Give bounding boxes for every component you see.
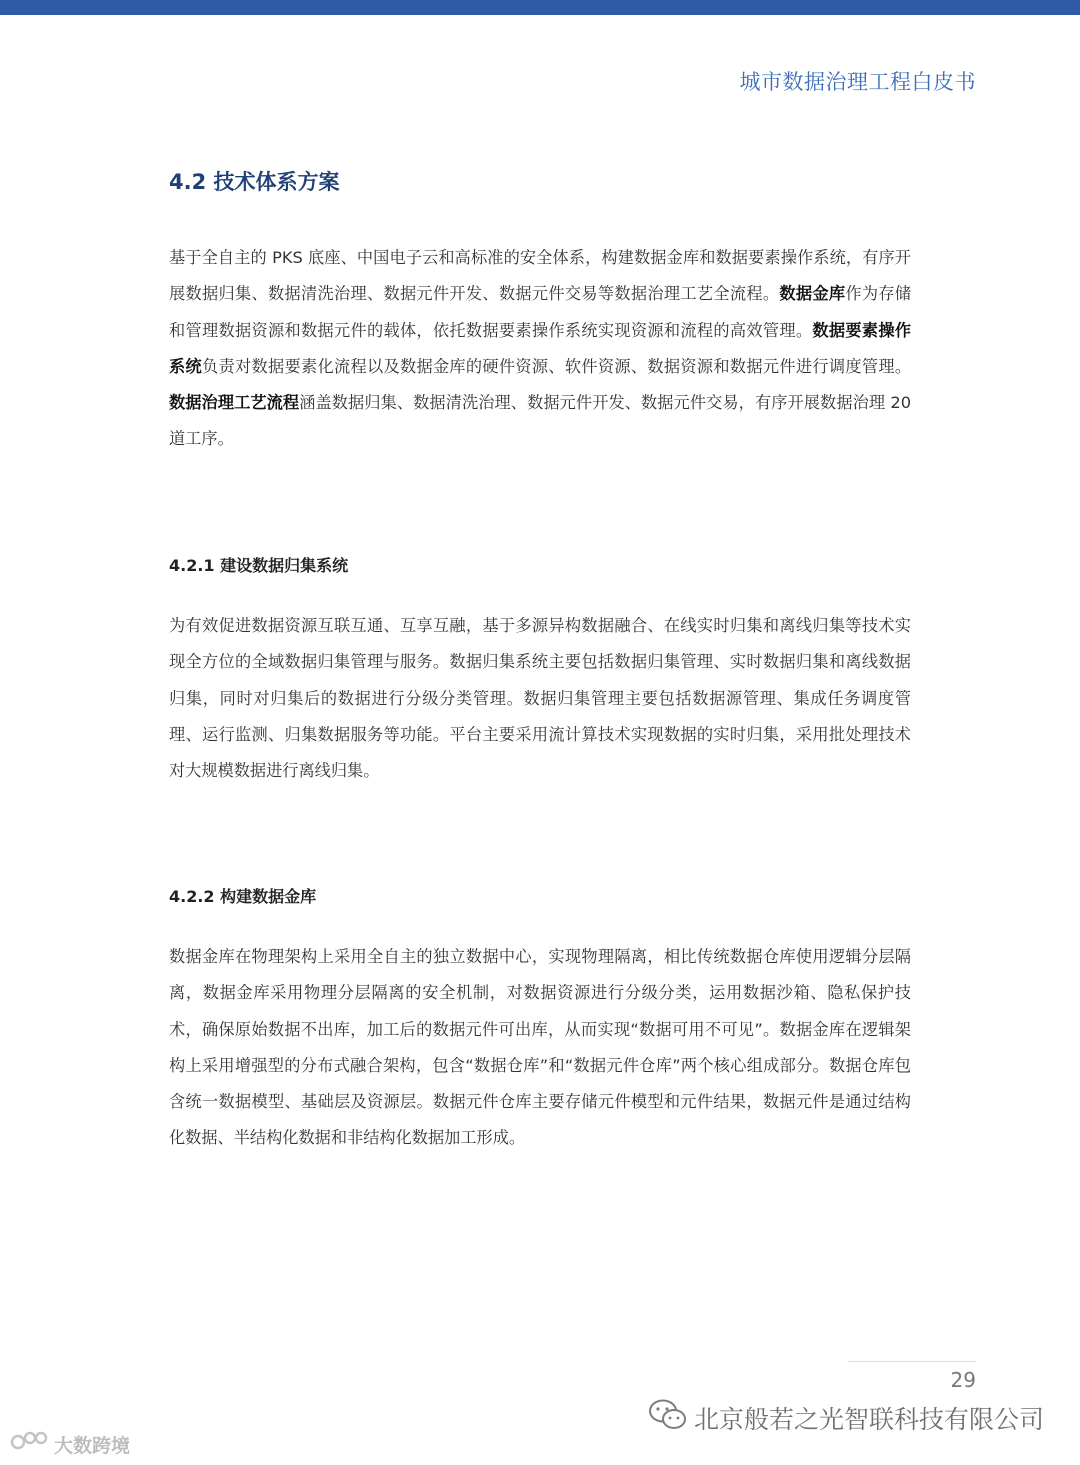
footer-divider xyxy=(848,1361,976,1362)
top-accent-bar xyxy=(0,0,1080,15)
section-intro-paragraph xyxy=(169,240,911,458)
wechat-icon xyxy=(648,1398,688,1438)
section-title: 4.2 技术体系方案 xyxy=(169,170,340,194)
watermark-brand-text: 大数跨境 xyxy=(54,1435,131,1457)
watermark-company-text: 北京般若之光智联科技有限公司 xyxy=(693,1405,1044,1434)
subsection-1-title: 4.2.1 建设数据归集系统 xyxy=(169,556,349,575)
intro-text-1: 基于全自主的 PKS 底座、中国电子云和高标准的安全体系，构建数据金库和数据要素操作系统，有序开展数据归集、数据清洗治理、数据元件开发、数据元件交易等数据治理工艺全流程。 xyxy=(169,248,911,304)
intro-bold-1: 数据金库 xyxy=(779,284,846,304)
intro-text-4: 涵盖数据归集、数据清洗治理、数据元件开发、数据元件交易，有序开展数据治理 20 道工序。 xyxy=(169,393,911,449)
intro-text-2: 作为存储和管理数据资源和数据元件的载体，依托数据要素操作系统实现资源和流程的高效管理。 xyxy=(169,284,912,340)
subsection-1-paragraph: 为有效促进数据资源互联互通、互享互融，基于多源异构数据融合、在线实时归集和离线归集等技术实现全方位的全域数据归集管理与服务。数据归集系统主要包括数据归集管理、实时数据归集和离线数据归集，同时对归集后的数据进行分级分类管理。数据归集管理主要包括数据源管理、集成任务调度管理、运行监测、归集数据服务等功能。平台主要采用流计算技术实现数据的实时归集，采用批处理技术对大规模数据进行离线归集。 xyxy=(169,616,911,781)
intro-bold-2: 数据要素操作系统 xyxy=(169,320,912,376)
watermark-company xyxy=(648,1398,1044,1438)
intro-text-3: 负责对数据要素化流程以及数据金库的硬件资源、软件资源、数据资源和数据元件进行调度管理。 xyxy=(202,356,912,376)
subsection-2-title: 4.2.2 构建数据金库 xyxy=(169,887,317,906)
brand-logo-icon xyxy=(10,1430,48,1459)
watermark-brand xyxy=(10,1430,130,1459)
page-number: 29 xyxy=(950,1368,976,1392)
running-header: 城市数据治理工程白皮书 xyxy=(739,70,976,94)
subsection-2-paragraph: 数据金库在物理架构上采用全自主的独立数据中心，实现物理隔离，相比传统数据仓库使用逻辑分层隔离，数据金库采用物理分层隔离的安全机制，对数据资源进行分级分类，运用数据沙箱、隐私保护技术，确保原始数据不出库，加工后的数据元件可出库，从而实现“数据可用不可见”。数据金库在逻辑架构上采用增强型的分布式融合架构，包含“数据仓库”和“数据元件仓库”两个核心组成部分。数据仓库包含统一数据模型、基础层及资源层。数据元件仓库主要存储元件模型和元件结果，数据元件是通过结构化数据、半结构化数据和非结构化数据加工形成。 xyxy=(169,947,911,1148)
intro-bold-3: 数据治理工艺流程 xyxy=(169,393,300,413)
